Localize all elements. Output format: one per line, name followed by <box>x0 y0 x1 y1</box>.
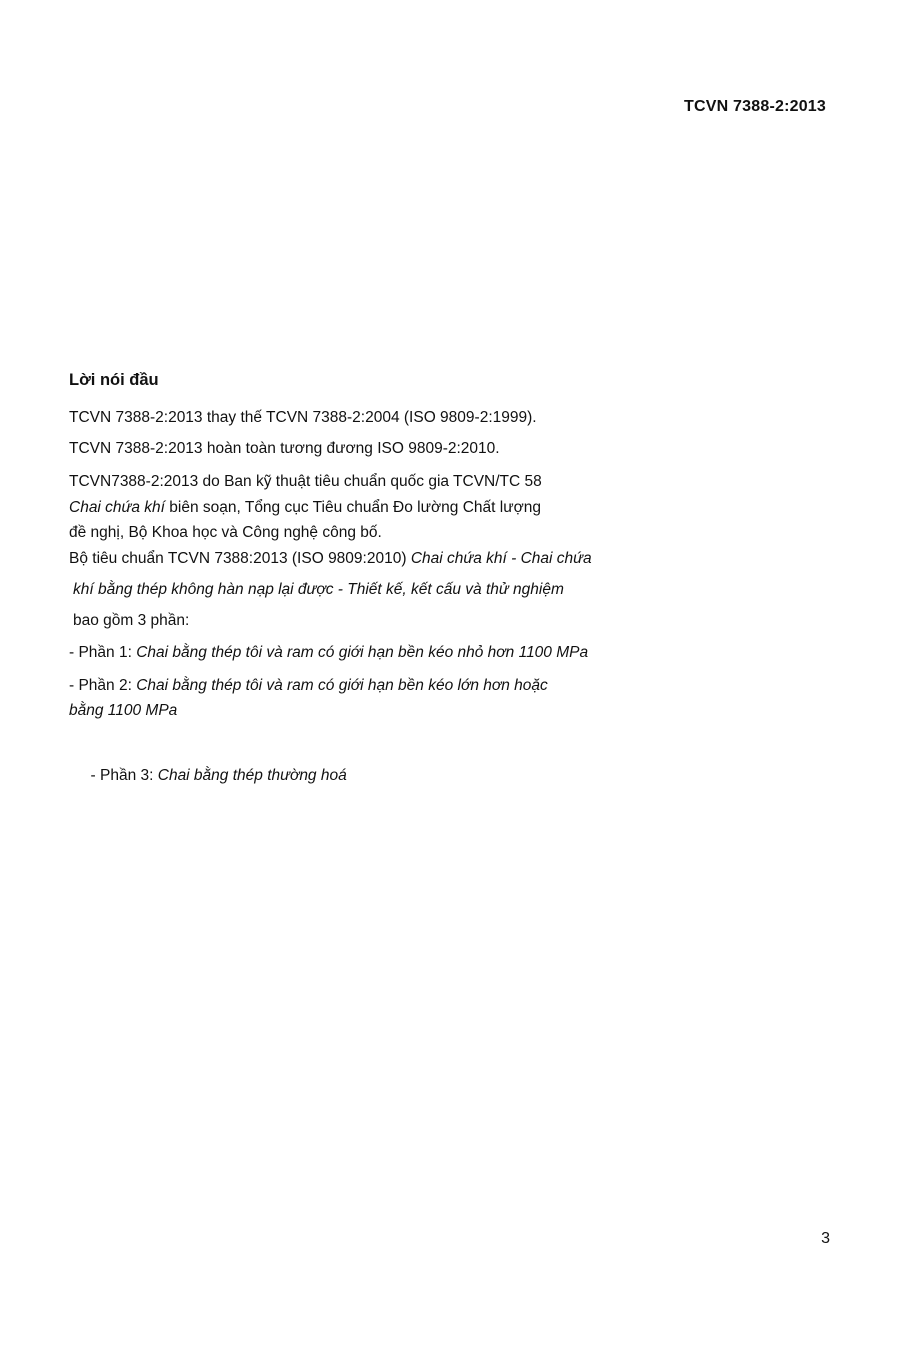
foreword-title: Lời nói đầu <box>69 371 159 389</box>
part-2-line-2 <box>69 701 669 720</box>
compiled-by-line-2-rest: biên soạn, Tổng cục Tiêu chuẩn Đo lường Chất lượng <box>164 498 541 516</box>
compiled-by-committee-name: Chai chứa khí <box>69 498 165 516</box>
part-3-title: Chai bằng thép thường hoá <box>157 767 347 785</box>
standard-code-header: TCVN 7388-2:2013 <box>684 98 826 115</box>
compiled-by-line-3: đề nghị, Bộ Khoa học và Công nghệ công bố. <box>69 524 382 542</box>
series-line-2 <box>69 580 669 599</box>
compiled-by-line-1: TCVN7388-2:2013 do Ban kỹ thuật tiêu chuẩn quốc gia TCVN/TC 58 <box>69 473 542 491</box>
series-line-1-plain: Bộ tiêu chuẩn TCVN 7388:2013 (ISO 9809:2010) <box>69 549 411 567</box>
part-3-item <box>69 747 669 805</box>
part-2-prefix: - Phần 2: <box>69 677 137 694</box>
compiled-by-line-2 <box>69 498 669 517</box>
series-line-1-italic: Chai chứa khí - Chai chứa <box>410 549 592 567</box>
series-line-3: bao gồm 3 phần: <box>73 612 190 630</box>
paragraph-replaces-text: TCVN 7388-2:2013 thay thế TCVN 7388-2:2004 (ISO 9809-2:1999). <box>69 408 537 426</box>
part-2-title-line-2: bằng 1100 MPa <box>69 702 178 720</box>
foreword-section <box>69 370 669 819</box>
part-2-line-1 <box>69 676 669 695</box>
part-1-prefix: - Phần 1: <box>69 643 137 661</box>
page-number: 3 <box>821 1230 830 1247</box>
part-2-title-line-1: Chai bằng thép tôi và ram có giới hạn bền kéo lớn hơn hoặc <box>136 677 548 694</box>
series-line-2-italic: khí bằng thép không hàn nạp lại được - Thiết kế, kết cấu và thử nghiệm <box>73 580 564 598</box>
part-1-item <box>69 643 669 662</box>
paragraph-series <box>69 549 669 631</box>
paragraph-compiled-by <box>69 472 669 542</box>
series-line-1 <box>69 549 669 568</box>
part-2-item <box>69 676 669 721</box>
paragraph-replaces <box>69 408 669 427</box>
paragraph-equivalent <box>69 439 669 458</box>
paragraph-equivalent-text: TCVN 7388-2:2013 hoàn toàn tương đương ISO 9809-2:2010. <box>69 440 500 457</box>
part-1-title: Chai bằng thép tôi và ram có giới hạn bền kéo nhỏ hơn 1100 MPa <box>136 643 589 661</box>
part-3-prefix: - Phần 3: <box>86 767 158 785</box>
